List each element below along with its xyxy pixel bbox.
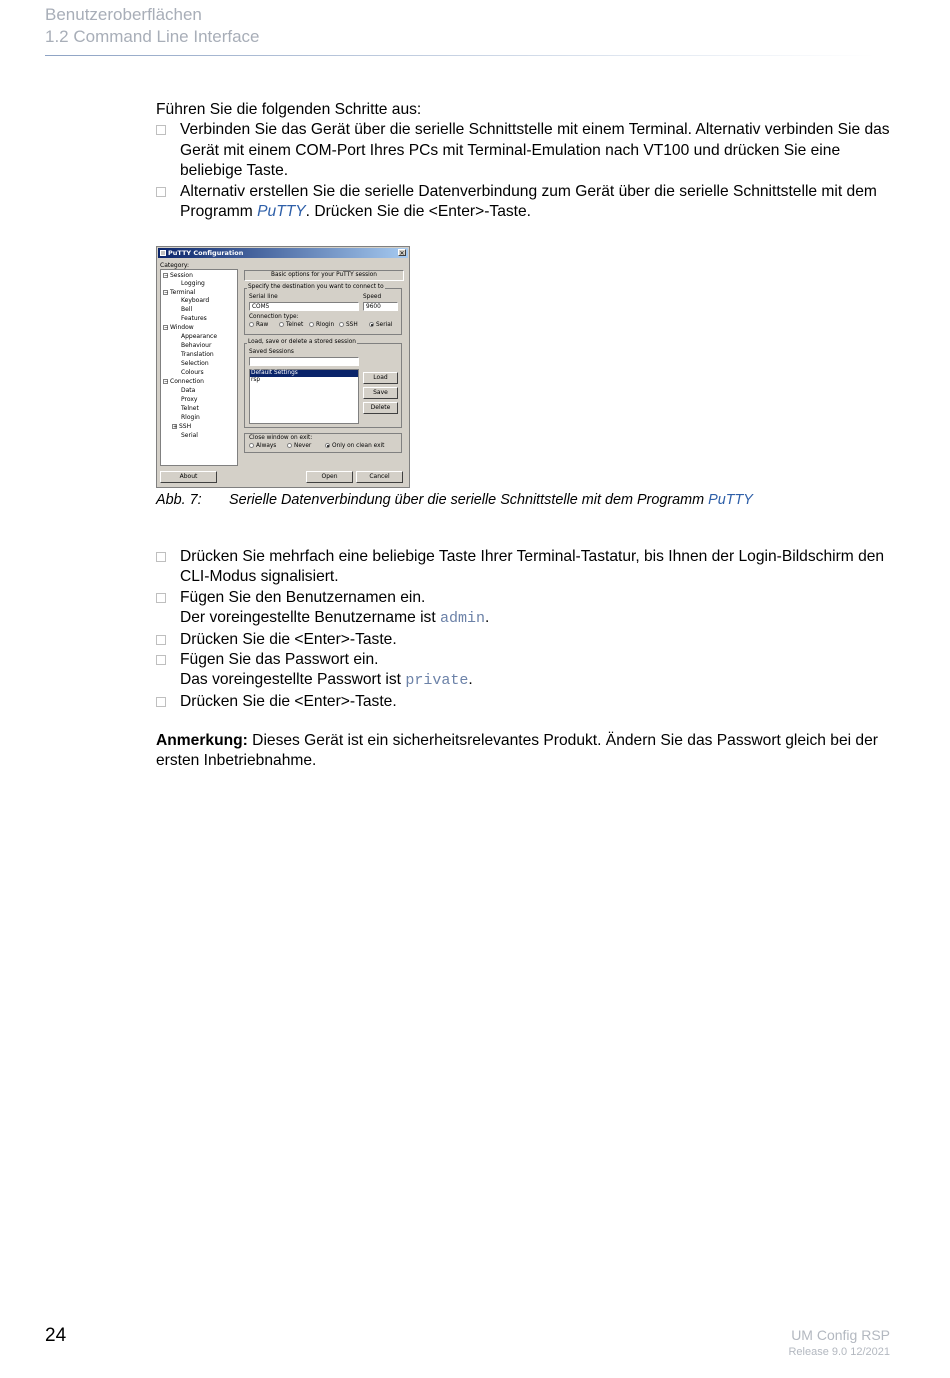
checkbox-icon (156, 552, 166, 562)
conn-type-rlogin[interactable]: Rlogin (309, 322, 334, 328)
tree-item-features[interactable]: Features (181, 315, 207, 322)
tree-item-appearance[interactable]: Appearance (181, 333, 218, 340)
header-chapter: Benutzeroberflächen (45, 5, 202, 24)
destination-group-label: Specify the destination you want to connect to (248, 284, 384, 290)
radio-selected-icon[interactable] (369, 322, 374, 327)
step-password: Fügen Sie das Passwort ein. Das voreingestellte Passwort ist private. (156, 650, 891, 692)
step-text: . Drücken Sie die <Enter>-Taste. (305, 203, 532, 221)
conn-type-serial[interactable]: Serial (369, 322, 392, 328)
step-enter-1 (156, 630, 891, 650)
footer-release: Release 9.0 12/2021 (788, 1346, 890, 1358)
expand-icon[interactable]: + (173, 424, 178, 430)
page-number: 24 (45, 1325, 67, 1346)
collapse-icon[interactable]: − (164, 325, 169, 331)
putty-title: PuTTY Configuration (168, 249, 244, 257)
putty-link[interactable]: PuTTY (257, 203, 306, 221)
putty-config-window (156, 246, 410, 488)
tree-item-data[interactable]: Data (181, 387, 196, 394)
header-section: 1.2 Command Line Interface (45, 27, 260, 46)
step-text: Drücken Sie mehrfach eine beliebige Taste Ihrer Terminal-Tastatur, bis Ihnen der Login-Bildschirm den CLI-Modus signalisiert. (180, 548, 885, 586)
tree-item-logging[interactable]: Logging (181, 280, 205, 287)
tree-item-bell[interactable]: Bell (181, 306, 193, 313)
steps-block-a (156, 100, 891, 222)
step-text: Fügen Sie das Passwort ein. (180, 651, 379, 669)
checkbox-icon (156, 655, 166, 665)
radio-icon[interactable] (279, 322, 284, 327)
destination-group (244, 284, 402, 335)
figure-number: Abb. 7: (156, 492, 202, 508)
tree-item-window[interactable]: − Window (164, 324, 194, 331)
close-icon[interactable]: ✕ (399, 250, 405, 257)
save-button[interactable]: Save (363, 387, 398, 399)
step-text: Fügen Sie den Benutzernamen ein. (180, 588, 426, 606)
category-tree[interactable] (160, 269, 238, 466)
putty-link[interactable]: PuTTY (708, 492, 753, 508)
step-text: Drücken Sie die <Enter>-Taste. (180, 692, 397, 710)
radio-icon[interactable] (287, 443, 292, 448)
step-text: Drücken Sie die <Enter>-Taste. (180, 630, 397, 648)
header-divider (45, 55, 875, 56)
collapse-icon[interactable]: − (164, 379, 169, 385)
putty-titlebar (158, 248, 408, 258)
radio-icon[interactable] (249, 443, 254, 448)
figure-caption: Serielle Datenverbindung über die serielle Schnittstelle mit dem Programm PuTTY (229, 492, 753, 508)
saved-sessions-input[interactable] (249, 357, 359, 366)
sessions-group-label: Load, save or delete a stored session (248, 339, 356, 345)
step-note: Das voreingestellte Passwort ist (180, 671, 406, 689)
radio-icon[interactable] (249, 322, 254, 327)
tree-item-colours[interactable]: Colours (181, 369, 204, 376)
step-text: Alternativ erstellen Sie die serielle Datenverbindung zum Gerät über die serielle Schnittstelle mit dem Programm (180, 182, 877, 221)
step-text: Verbinden Sie das Gerät über die serielle Schnittstelle mit einem Terminal. Alternativ verbinden Sie das Gerät mit einem COM-Port Ihres PCs mit Terminal-Emulation nach VT100 und drücken Sie eine beliebige Taste. (180, 121, 890, 180)
checkbox-icon (156, 697, 166, 707)
footer-doc-title: UM Config RSP (791, 1327, 890, 1343)
close-never[interactable]: Never (287, 443, 311, 449)
tree-item-ssh[interactable]: + SSH (173, 423, 192, 430)
default-username: admin (440, 610, 486, 628)
close-on-exit-group (244, 433, 402, 453)
step-putty (156, 182, 891, 223)
tree-item-translation[interactable]: Translation (181, 351, 214, 358)
tree-item-keyboard[interactable]: Keyboard (181, 297, 210, 304)
radio-icon[interactable] (309, 322, 314, 327)
note-label: Anmerkung: (156, 732, 248, 749)
conn-type-ssh[interactable]: SSH (339, 322, 358, 328)
radio-selected-icon[interactable] (325, 443, 330, 448)
putty-app-icon (160, 250, 166, 256)
tree-item-terminal[interactable]: − Terminal (164, 289, 196, 296)
serial-line-input[interactable]: COM5 (249, 302, 359, 311)
radio-icon[interactable] (339, 322, 344, 327)
close-always[interactable]: Always (249, 443, 276, 449)
note-text: Dieses Gerät ist ein sicherheitsrelevantes Produkt. Ändern Sie das Passwort gleich bei der ersten Inbetriebnahme. (156, 732, 878, 770)
default-password: private (405, 672, 469, 690)
serial-line-label: Serial line (249, 294, 278, 300)
saved-sessions-label: Saved Sessions (249, 349, 294, 355)
tree-item-proxy[interactable]: Proxy (181, 396, 198, 403)
tree-item-telnet[interactable]: Telnet (181, 405, 199, 412)
sessions-group (244, 339, 402, 428)
cancel-button[interactable]: Cancel (356, 471, 403, 483)
step-username: Fügen Sie den Benutzernamen ein. Der voreingestellte Benutzername ist admin. (156, 588, 891, 630)
note-block (156, 731, 891, 772)
close-on-exit-label: Close window on exit: (249, 435, 313, 441)
close-clean-exit[interactable]: Only on clean exit (325, 443, 384, 449)
open-button[interactable]: Open (306, 471, 353, 483)
checkbox-icon (156, 187, 166, 197)
collapse-icon[interactable]: − (164, 290, 169, 296)
checkbox-icon (156, 635, 166, 645)
tree-item-rlogin[interactable]: Rlogin (181, 414, 200, 421)
step-enter-2 (156, 692, 891, 712)
conn-type-telnet[interactable]: Telnet (279, 322, 303, 328)
tree-item-session[interactable]: − Session (164, 272, 193, 279)
step-press-key (156, 547, 891, 588)
session-item-default[interactable]: Default Settings (250, 370, 358, 377)
sessions-list[interactable] (249, 369, 359, 424)
load-button[interactable]: Load (363, 372, 398, 384)
conn-type-raw[interactable]: Raw (249, 322, 268, 328)
collapse-icon[interactable]: − (164, 273, 169, 279)
steps-block-b (156, 547, 891, 712)
tree-item-selection[interactable]: Selection (181, 360, 209, 367)
step-note: Der voreingestellte Benutzername ist (180, 609, 441, 627)
intro-text: Führen Sie die folgenden Schritte aus: (156, 101, 422, 118)
delete-button[interactable]: Delete (363, 402, 398, 414)
category-label: Category: (160, 262, 189, 269)
step-connect-terminal (156, 120, 891, 181)
speed-label: Speed (363, 294, 382, 300)
tree-item-serial[interactable]: Serial (181, 432, 198, 439)
session-item-rsp[interactable]: rsp (251, 377, 261, 383)
speed-input[interactable]: 9600 (363, 302, 398, 311)
about-button[interactable]: About (160, 471, 217, 483)
tree-item-behaviour[interactable]: Behaviour (181, 342, 212, 349)
connection-type-label: Connection type: (249, 314, 299, 320)
checkbox-icon (156, 593, 166, 603)
panel-header: Basic options for your PuTTY session (244, 270, 404, 281)
tree-item-connection[interactable]: − Connection (164, 378, 204, 385)
checkbox-icon (156, 125, 166, 135)
